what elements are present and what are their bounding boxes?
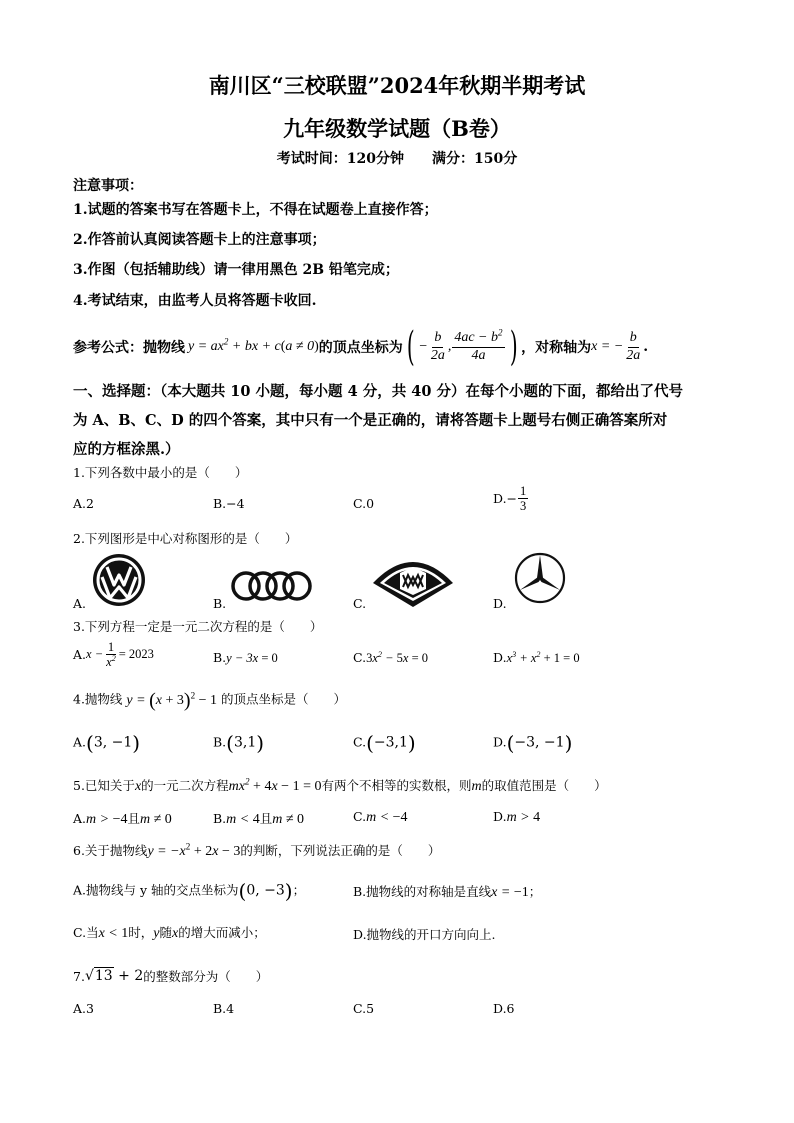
q5-option-c: C.m < −4 (353, 809, 408, 825)
note-item: 4.考试结束，由监考人员将答题卡收回. (73, 293, 317, 309)
reference-formula: 参考公式：抛物线 $y = ax^2$ + bx + c(a ≠ 0) 的顶点坐标为 ( − $\frac{b}{2a}$ , $\frac{4ac - b^2}{4a}$ ) ，对称轴为 x = − $\frac{b}{2a}$ . (73, 324, 649, 370)
question-5-stem: 5.已知关于x的一元二次方程$mx^2 + 4x - 1 = 0$有两个不相等的实数根，则m的取值范围是（ ） (73, 776, 607, 794)
question-3-stem: 3.下列方程一定是一元二次方程的是（ ） (73, 619, 323, 634)
mercedes-star-icon (513, 551, 567, 609)
q3-option-d: $D.x^3 + x^2 + 1 = 0$ (493, 649, 580, 665)
exam-subtitle: 九年级数学试题（B卷） (283, 116, 511, 141)
q1-option-c: C.0 (353, 496, 375, 511)
question-1-stem: 1.下列各数中最小的是（ ） (73, 465, 248, 480)
exam-title: 南川区“三校联盟”2024年秋期半期考试 (208, 73, 586, 98)
q6-option-a: A.抛物线与 y 轴的交点坐标为(0, −3)； (73, 879, 306, 903)
question-7-stem: 7. √13 + 2 的整数部分为（ ） (73, 968, 269, 984)
formula-mid2: ，对称轴为 (521, 340, 592, 356)
q7-option-d: D.6 (493, 1001, 515, 1016)
q5-option-b: B.m < 4且m ≠ 0 (213, 811, 305, 827)
q4-option-b: B.(3,1) (213, 731, 265, 755)
q4-option-d: D.(−3, −1) (493, 731, 573, 755)
q5-option-d: D.m > 4 (493, 809, 541, 825)
q3-option-c: $C.3x^2 - 5x = 0$ (353, 649, 429, 665)
q7-option-b: B.4 (213, 1001, 235, 1016)
note-item: 2.作答前认真阅读答题卡上的注意事项； (73, 232, 326, 248)
q6-option-c: C.当x < 1时，y随x的增大而减小； (73, 925, 266, 941)
question-6-stem: 6.关于抛物线$y = -x^2 + 2x - 3$的判断，下列说法正确的是（ ） (73, 841, 441, 859)
q2-option-d: D. (493, 596, 507, 611)
note-item: 1.试题的答案书写在答题卡上，不得在试题卷上直接作答； (73, 202, 438, 218)
question-4-stem: 4.抛物线 $y = (x + 3)^2 - 1$ 的顶点坐标是（ ） (73, 689, 347, 711)
q3-option-a: A. x − $\frac{1}{x^2}$ = 2023 (73, 640, 154, 670)
q2-option-a: A. (73, 596, 87, 611)
q7-option-a: A.3 (73, 1001, 94, 1016)
q4-option-a: A.(3, −1) (73, 731, 141, 755)
q5-option-a: A.m > −4且m ≠ 0 (73, 811, 172, 827)
q2-option-c: C. (353, 596, 367, 611)
section-heading: 应的方框涂黑.） (73, 441, 180, 458)
vw-logo-icon (92, 553, 146, 611)
q1-option-d: D.− $\frac{1}{3}$ (493, 484, 527, 514)
q1-option-a: A.2 (73, 496, 94, 511)
formula-end: . (643, 339, 649, 355)
q1-option-b: B.−4 (213, 496, 245, 511)
maybach-logo-icon (370, 553, 456, 613)
formula-lead: 参考公式：抛物线 (73, 340, 185, 356)
q3-option-b: B.y − 3x = 0 (213, 650, 278, 665)
q2-option-b: B. (213, 596, 227, 611)
q4-option-c: C.(−3,1) (353, 731, 416, 755)
notes-heading: 注意事项： (73, 178, 143, 194)
section-heading: 一、选择题：（本大题共 10 小题，每小题 4 分，共 40 分）在每个小题的下面，都给出了代号 (73, 383, 683, 400)
section-heading: 为 A、B、C、D 的四个答案，其中只有一个是正确的，请将答题卡上题号右侧正确答案所对 (73, 412, 668, 429)
q7-option-c: C.5 (353, 1001, 375, 1016)
q6-option-b: B.抛物线的对称轴是直线x = −1； (353, 884, 542, 900)
formula-mid: 的顶点坐标为 (318, 340, 403, 356)
note-item: 3.作图（包括辅助线）请一律用黑色 2B 铅笔完成； (73, 262, 399, 278)
audi-rings-icon (231, 566, 313, 610)
q6-option-d: D.抛物线的开口方向向上. (353, 927, 496, 942)
question-2-stem: 2.下列图形是中心对称图形的是（ ） (73, 531, 298, 546)
exam-info: 考试时间：120分钟 满分：150分 (276, 151, 518, 167)
